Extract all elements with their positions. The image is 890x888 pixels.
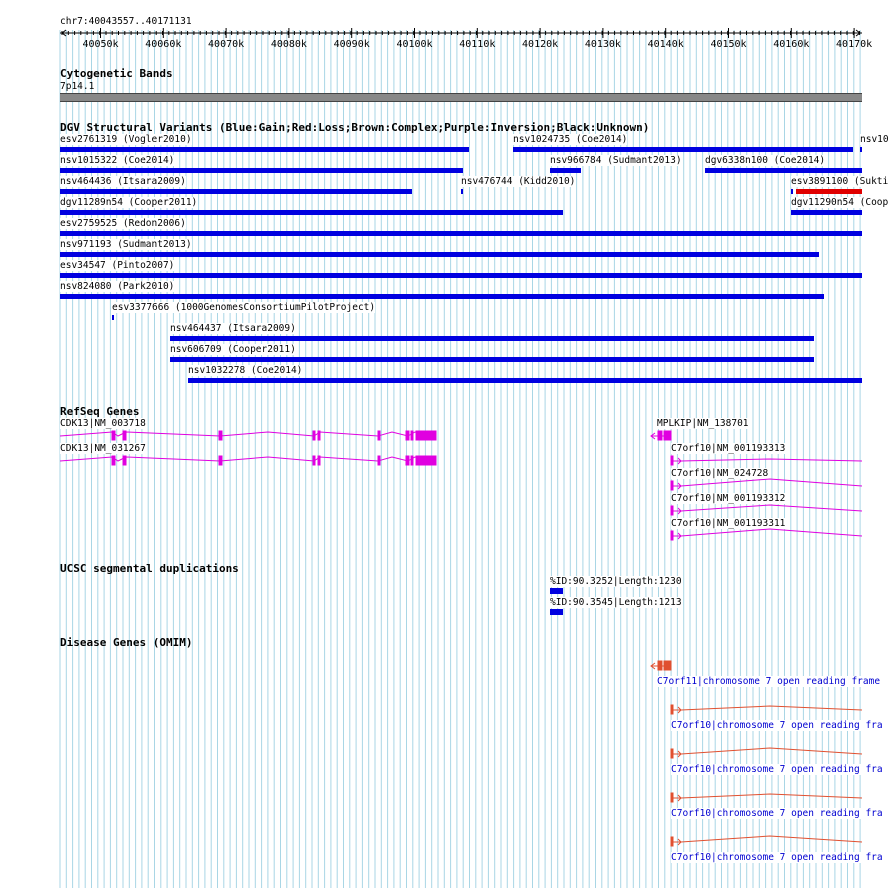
dgv-feature-label: nsv476744 (Kidd2010): [461, 176, 576, 187]
dgv-feature-label: nsv1024735 (Coe2014): [513, 134, 628, 145]
cytoband-label: 7p14.1: [60, 81, 95, 92]
ruler-tick-label: 40160k: [773, 39, 810, 50]
omim-gene-label: C7orf10|chromosome 7 open reading fra: [671, 808, 883, 819]
dgv-feature-label: esv3891100 (Sukti: [791, 176, 889, 187]
refseq-gene-label: CDK13|NM_003718: [60, 418, 146, 429]
ruler-tick-label: 40140k: [647, 39, 684, 50]
ruler-tick-label: 40080k: [270, 39, 307, 50]
dgv-feature-label: dgv11290n54 (Coop: [791, 197, 889, 208]
omim-gene-label: C7orf11|chromosome 7 open reading frame: [657, 676, 881, 687]
dgv-feature-label: nsv606709 (Cooper2011): [170, 344, 296, 355]
refseq-track-title: RefSeq Genes: [60, 405, 140, 418]
dgv-feature-label: nsv464437 (Itsara2009): [170, 323, 296, 334]
segdup-label: %ID:90.3545|Length:1213: [550, 597, 682, 608]
dgv-feature-label: nsv10: [860, 134, 889, 145]
dgv-track-title: DGV Structural Variants (Blue:Gain;Red:Loss;Brown:Complex;Purple:Inversion;Black:Unknown): [60, 121, 650, 134]
ruler-tick-label: 40150k: [710, 39, 747, 50]
dgv-feature-label: nsv971193 (Sudmant2013): [60, 239, 192, 250]
ruler-tick-label: 40130k: [584, 39, 621, 50]
dgv-feature-label: nsv966784 (Sudmant2013): [550, 155, 682, 166]
refseq-gene-label: MPLKIP|NM_138701: [657, 418, 749, 429]
dgv-feature-label: dgv11289n54 (Cooper2011): [60, 197, 198, 208]
segdup-label: %ID:90.3252|Length:1230: [550, 576, 682, 587]
dgv-feature-label: esv3377666 (1000GenomesConsortiumPilotProject): [112, 302, 376, 313]
ruler-tick-label: 40110k: [459, 39, 496, 50]
dgv-feature-label: nsv824080 (Park2010): [60, 281, 175, 292]
omim-gene-label: C7orf10|chromosome 7 open reading fra: [671, 764, 883, 775]
ruler-tick-label: 40120k: [522, 39, 559, 50]
refseq-gene-label: C7orf10|NM_024728: [671, 468, 769, 479]
ruler-tick-label: 40090k: [333, 39, 370, 50]
dgv-feature-label: nsv1032278 (Coe2014): [188, 365, 303, 376]
refseq-gene-label: C7orf10|NM_001193313: [671, 443, 786, 454]
refseq-gene-label: C7orf10|NM_001193312: [671, 493, 786, 504]
dgv-feature-label: nsv464436 (Itsara2009): [60, 176, 186, 187]
ruler-tick-label: 40170k: [836, 39, 873, 50]
ruler-tick-label: 40100k: [396, 39, 433, 50]
omim-gene-label: C7orf10|chromosome 7 open reading fra: [671, 720, 883, 731]
dgv-feature-label: dgv6338n100 (Coe2014): [705, 155, 826, 166]
dgv-feature-label: esv34547 (Pinto2007): [60, 260, 175, 271]
refseq-gene-label: CDK13|NM_031267: [60, 443, 146, 454]
omim-track-title: Disease Genes (OMIM): [60, 636, 193, 649]
omim-gene-label: C7orf10|chromosome 7 open reading fra: [671, 852, 883, 863]
ruler-tick-label: 40070k: [208, 39, 245, 50]
ruler-tick-label: 40060k: [145, 39, 182, 50]
cytoband-track-title: Cytogenetic Bands: [60, 67, 173, 80]
refseq-gene-label: C7orf10|NM_001193311: [671, 518, 786, 529]
dgv-feature-label: nsv1015322 (Coe2014): [60, 155, 175, 166]
dgv-feature-label: esv2761319 (Vogler2010): [60, 134, 192, 145]
ruler-tick-label: 40050k: [82, 39, 119, 50]
segdup-track-title: UCSC segmental duplications: [60, 562, 239, 575]
ruler-coordinates: chr7:40043557..40171131: [60, 16, 192, 27]
dgv-feature-label: esv2759525 (Redon2006): [60, 218, 186, 229]
